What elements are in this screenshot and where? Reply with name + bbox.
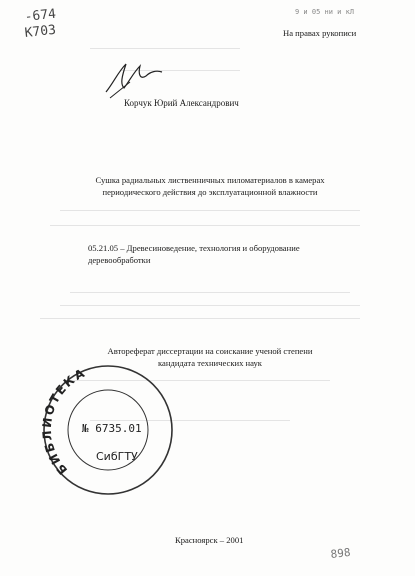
library-stamp (38, 360, 178, 500)
stamp-number: № 6735.01 (82, 422, 142, 435)
handwritten-number: 898 (330, 545, 352, 561)
handwritten-code: К703 (24, 22, 57, 41)
top-right-note: 9 и 05 ни и кЛ (295, 8, 355, 16)
specialty-line: деревообработки (88, 254, 151, 265)
thesis-title (40, 175, 380, 198)
specialty-line: 05.21.05 – Древесиноведение, технология и оборудование (88, 243, 300, 253)
thesis-title-line: Сушка радиальных лиственничных пиломатериалов в камерах (95, 175, 325, 185)
author-name: Корчук Юрий Александрович (124, 98, 239, 108)
thesis-title-line: периодического действия до эксплуатационной влажности (102, 186, 318, 197)
bleed-through-line (60, 210, 360, 211)
bleed-through-line (50, 225, 360, 226)
bleed-through-line (70, 292, 350, 293)
bleed-through-line (40, 318, 360, 319)
stamp-word: БИБЛИОТЕКА (39, 365, 89, 478)
rights-note: На правах рукописи (283, 28, 357, 38)
degree-line: кандидата технических наук (157, 357, 262, 368)
stamp-org: СибГТУ (96, 450, 138, 463)
degree-line: Автореферат диссертации на соискание ученой степени (107, 346, 313, 356)
bleed-through-line (60, 305, 360, 306)
bleed-through-line (90, 48, 240, 49)
city-year: Красноярск – 2001 (175, 535, 244, 545)
handwritten-id: -674 (24, 6, 57, 25)
specialty-block (88, 243, 300, 266)
signature-mark (100, 52, 170, 102)
